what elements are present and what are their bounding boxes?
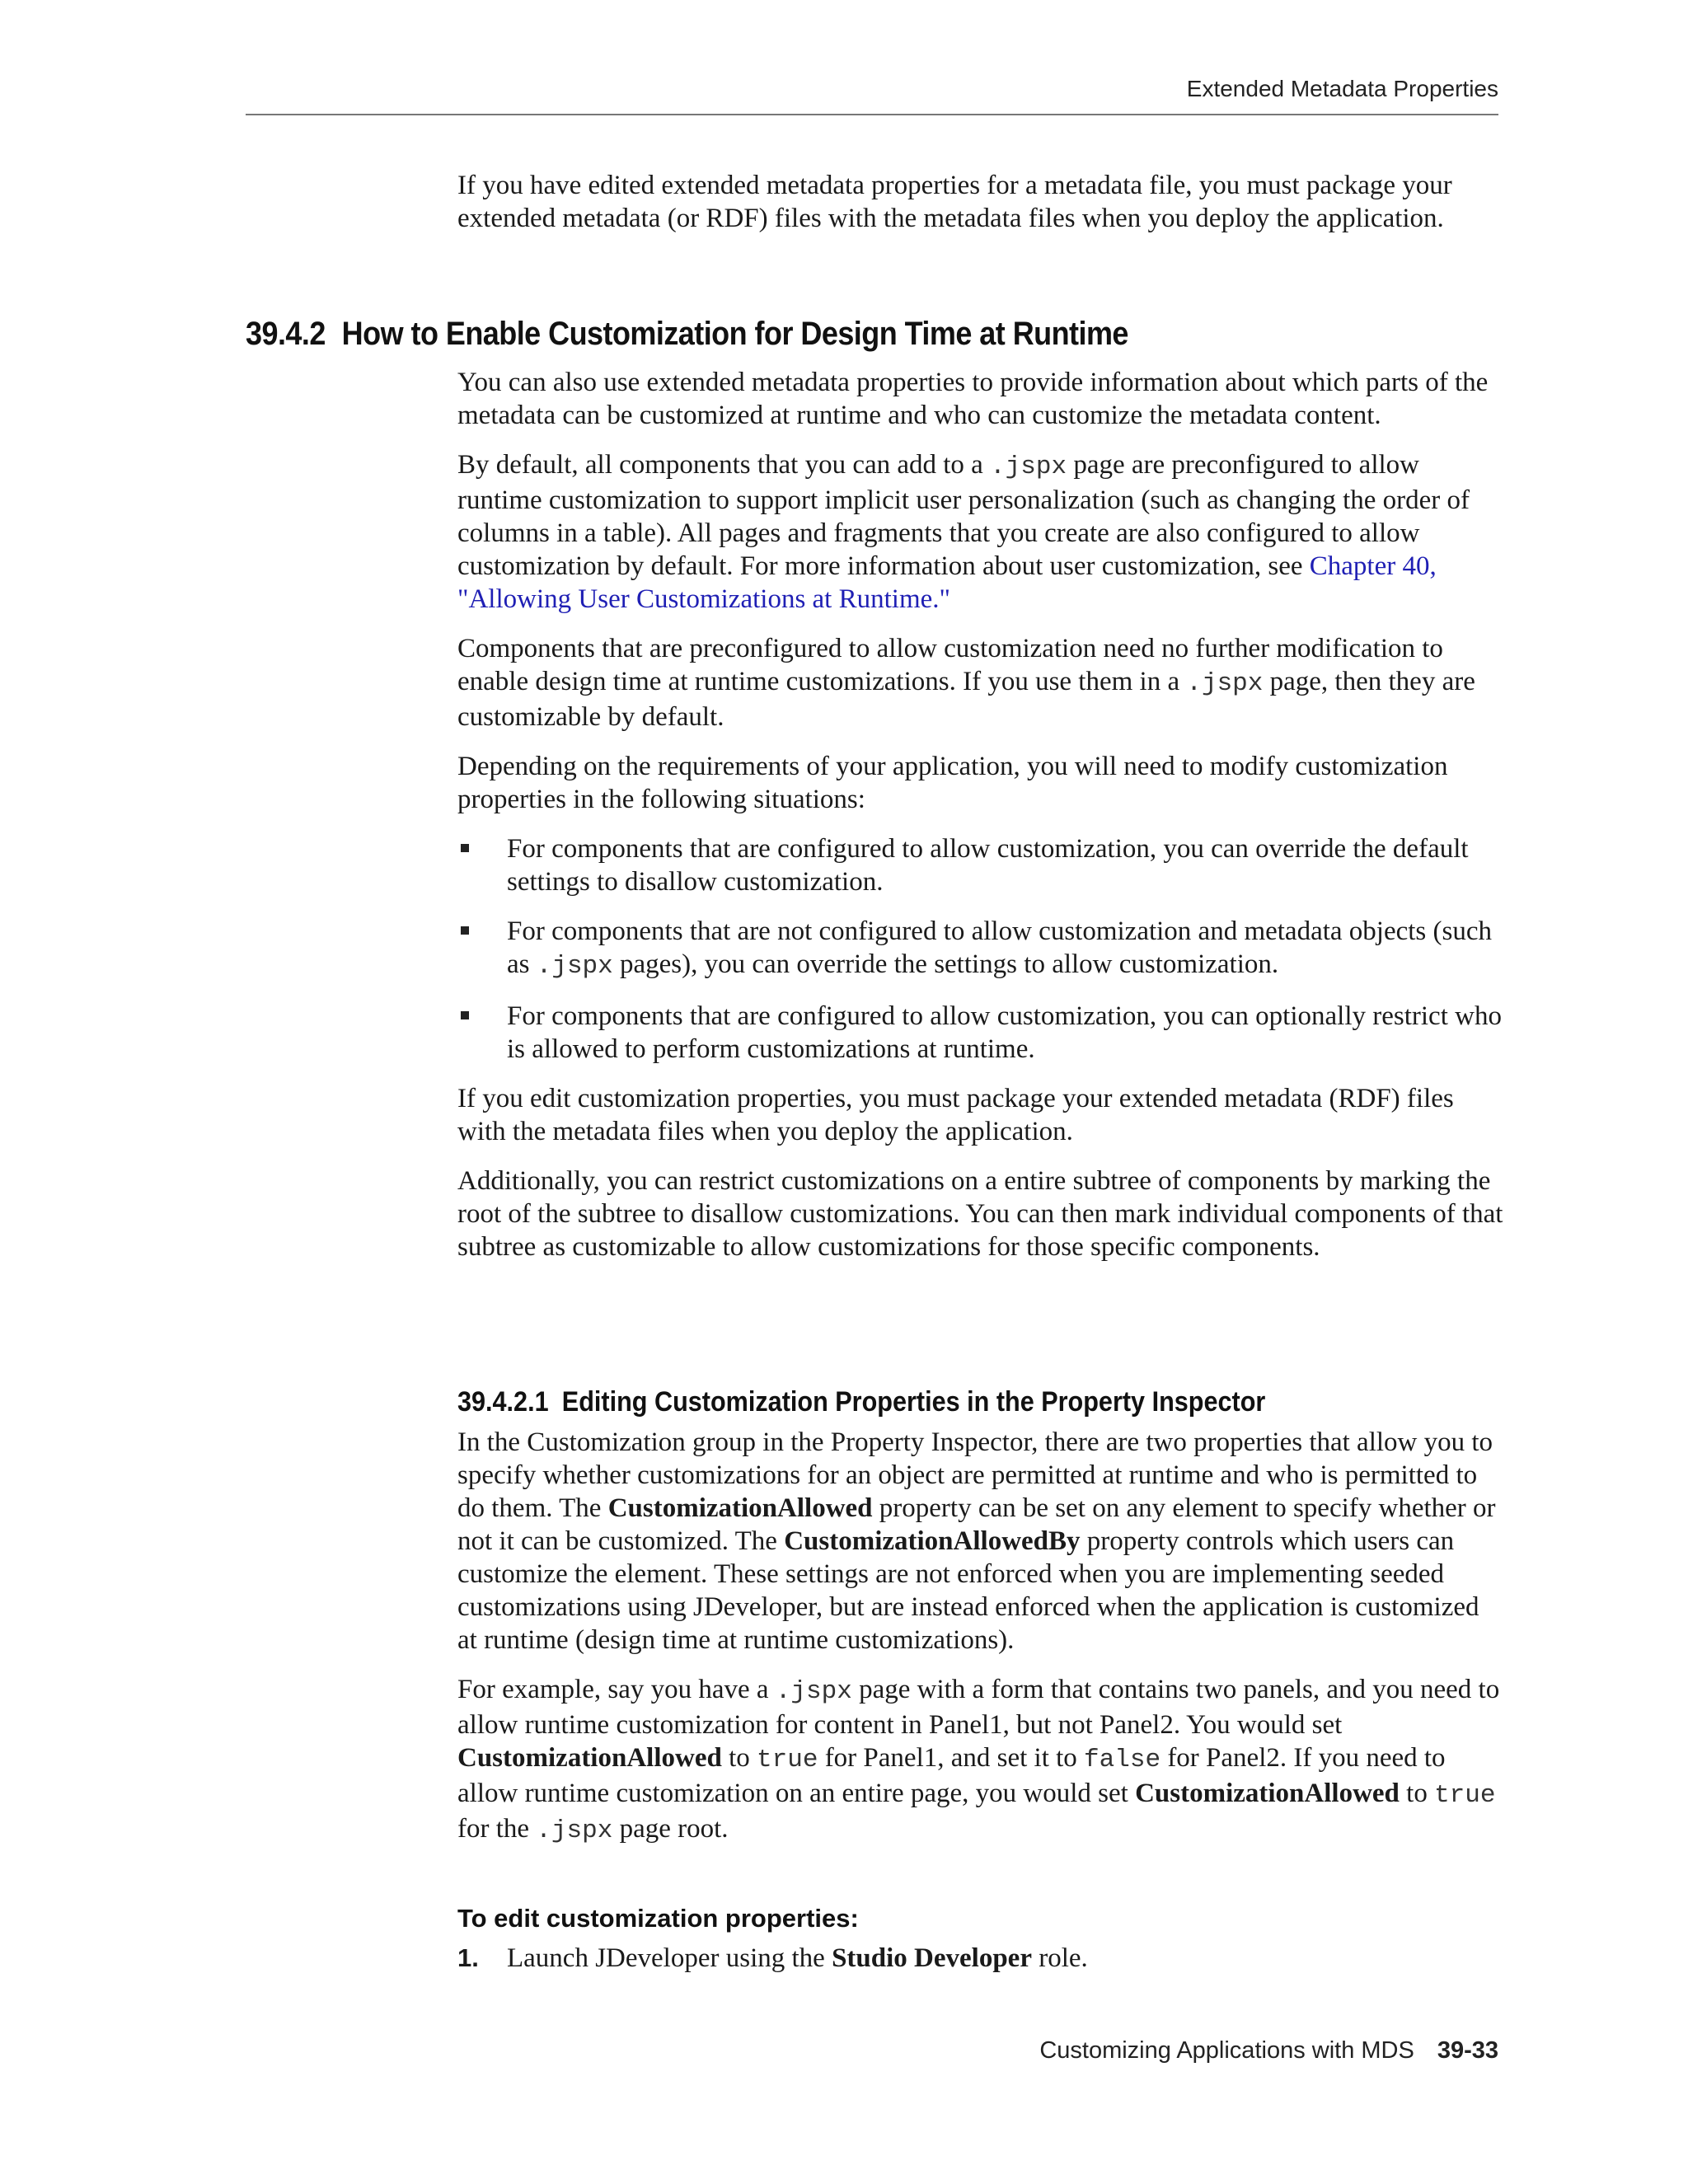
- bullet-icon: [461, 844, 469, 852]
- section-heading: [246, 316, 1128, 353]
- code-false: false: [1084, 1746, 1161, 1774]
- subsection-title: Editing Customization Properties in the Property Inspector: [561, 1386, 1266, 1418]
- text-run: page with a form that contains two panels, and you need to allow runtime customization for content in Panel1, but not Panel2. You would set: [457, 1675, 1500, 1740]
- section-number: 39.4.2: [246, 316, 326, 352]
- procedure-step-1: [457, 1942, 1504, 1975]
- text-run: for the: [457, 1814, 537, 1844]
- code-jspx: .jspx: [775, 1677, 852, 1706]
- property-name: CustomizationAllowed: [457, 1743, 722, 1773]
- situations-list: [457, 832, 1504, 1066]
- bullet-icon: [461, 1011, 469, 1019]
- subsection-paragraph-1: [457, 1426, 1504, 1657]
- section-paragraph-3: [457, 632, 1504, 733]
- text-run: to: [1399, 1779, 1435, 1808]
- step-text: [457, 1942, 1504, 1975]
- list-item: [457, 832, 1504, 898]
- property-name: CustomizationAllowed: [607, 1493, 873, 1523]
- page-number: 39-33: [1437, 2037, 1498, 2064]
- section-paragraph-6: Additionally, you can restrict customizations on a entire subtree of components by marking the root of the subtree to disallow customizations. You can then mark individual components of that subtree as customizable to allow customizations for those specific components.: [457, 1166, 1503, 1262]
- section-paragraph-2: [457, 448, 1504, 616]
- section-title: How to Enable Customization for Design Time at Runtime: [341, 316, 1128, 352]
- text-run: page, then they are customizable by default.: [457, 667, 1475, 732]
- subsection-body: [457, 1426, 1504, 1864]
- section-paragraph-1: You can also use extended metadata properties to provide information about which parts of the metadata can be customized at runtime and who can customize the metadata content.: [457, 368, 1489, 430]
- code-true: true: [1434, 1781, 1496, 1810]
- intro-paragraph: If you have edited extended metadata properties for a metadata file, you must package your extended metadata (or RDF) files with the metadata files when you deploy the application.: [457, 171, 1452, 233]
- running-footer: [1039, 2037, 1498, 2064]
- text-run: For example, say you have a: [457, 1675, 776, 1704]
- list-item-text: For components that are configured to allow customization, you can override the default settings to disallow customization.: [507, 834, 1469, 897]
- text-run: property controls which users can customize the element. These settings are not enforced when you are implementing seeded customizations using JDeveloper, but are instead enforced when the application is customized at runtime (design time at runtime customizations).: [457, 1526, 1479, 1655]
- bullet-icon: [461, 926, 469, 935]
- subsection-number: 39.4.2.1: [457, 1386, 549, 1418]
- text-run: In the Customization group in the Property Inspector, there are two properties that allow you to specify whether customizations for an object are permitted at runtime and who is permitted to do them. The: [457, 1427, 1493, 1523]
- code-true: true: [757, 1746, 818, 1774]
- subsection-heading: [457, 1386, 1265, 1418]
- code-jspx: .jspx: [990, 452, 1067, 481]
- section-paragraph-4: Depending on the requirements of your application, you will need to modify customization properties in the following situations:: [457, 752, 1448, 814]
- text-run: property can be set on any element to specify whether or not it can be customized. The: [457, 1493, 1496, 1556]
- list-item: [457, 1000, 1504, 1066]
- procedure-heading: To edit customization properties:: [457, 1904, 859, 1933]
- property-name: CustomizationAllowed: [1135, 1779, 1400, 1808]
- text-run: By default, all components that you can add to a: [457, 450, 991, 480]
- footer-chapter-title: Customizing Applications with MDS: [1039, 2037, 1414, 2064]
- text-run: to: [721, 1743, 757, 1773]
- code-jspx: .jspx: [1186, 669, 1264, 698]
- text-run: page root.: [612, 1814, 729, 1844]
- list-item: [457, 915, 1504, 983]
- text-run: For components that are not configured to allow customization and metadata objects (such as: [507, 916, 1492, 979]
- role-name: Studio Developer: [832, 1943, 1032, 1973]
- text-run: Launch JDeveloper using the: [507, 1943, 832, 1973]
- code-jspx: .jspx: [536, 952, 613, 981]
- text-run: Components that are preconfigured to allow customization need no further modification to enable design time at runtime customizations. If you use them in a: [457, 634, 1443, 696]
- text-run: role.: [1031, 1943, 1088, 1973]
- subsection-paragraph-2: [457, 1673, 1504, 1848]
- text-run: for Panel2. If you need to allow runtime customization on an entire page, you would set: [457, 1743, 1446, 1808]
- intro-block: [457, 169, 1504, 251]
- text-run: page are preconfigured to allow runtime customization to support implicit user personalization (such as changing the order of columns in a table). All pages and fragments that you create are also configured to allow customization by default. For more information about user customization, see: [457, 450, 1470, 581]
- chapter-40-link[interactable]: Chapter 40, "Allowing User Customizations at Runtime.": [457, 551, 1437, 614]
- header-rule: [246, 114, 1498, 115]
- text-run: pages), you can override the settings to allow customization.: [612, 949, 1279, 979]
- text-run: for Panel1, and set it to: [818, 1743, 1085, 1773]
- step-number: 1.: [457, 1943, 479, 1972]
- section-body: [457, 366, 1504, 1280]
- property-name: CustomizationAllowedBy: [784, 1526, 1081, 1556]
- list-item-text: For components that are configured to allow customization, you can optionally restrict who is allowed to perform customizations at runtime.: [507, 1001, 1502, 1064]
- code-jspx: .jspx: [536, 1816, 613, 1845]
- running-header: Extended Metadata Properties: [1186, 76, 1498, 101]
- section-paragraph-5: If you edit customization properties, you must package your extended metadata (RDF) files with the metadata files when you deploy the application.: [457, 1084, 1454, 1146]
